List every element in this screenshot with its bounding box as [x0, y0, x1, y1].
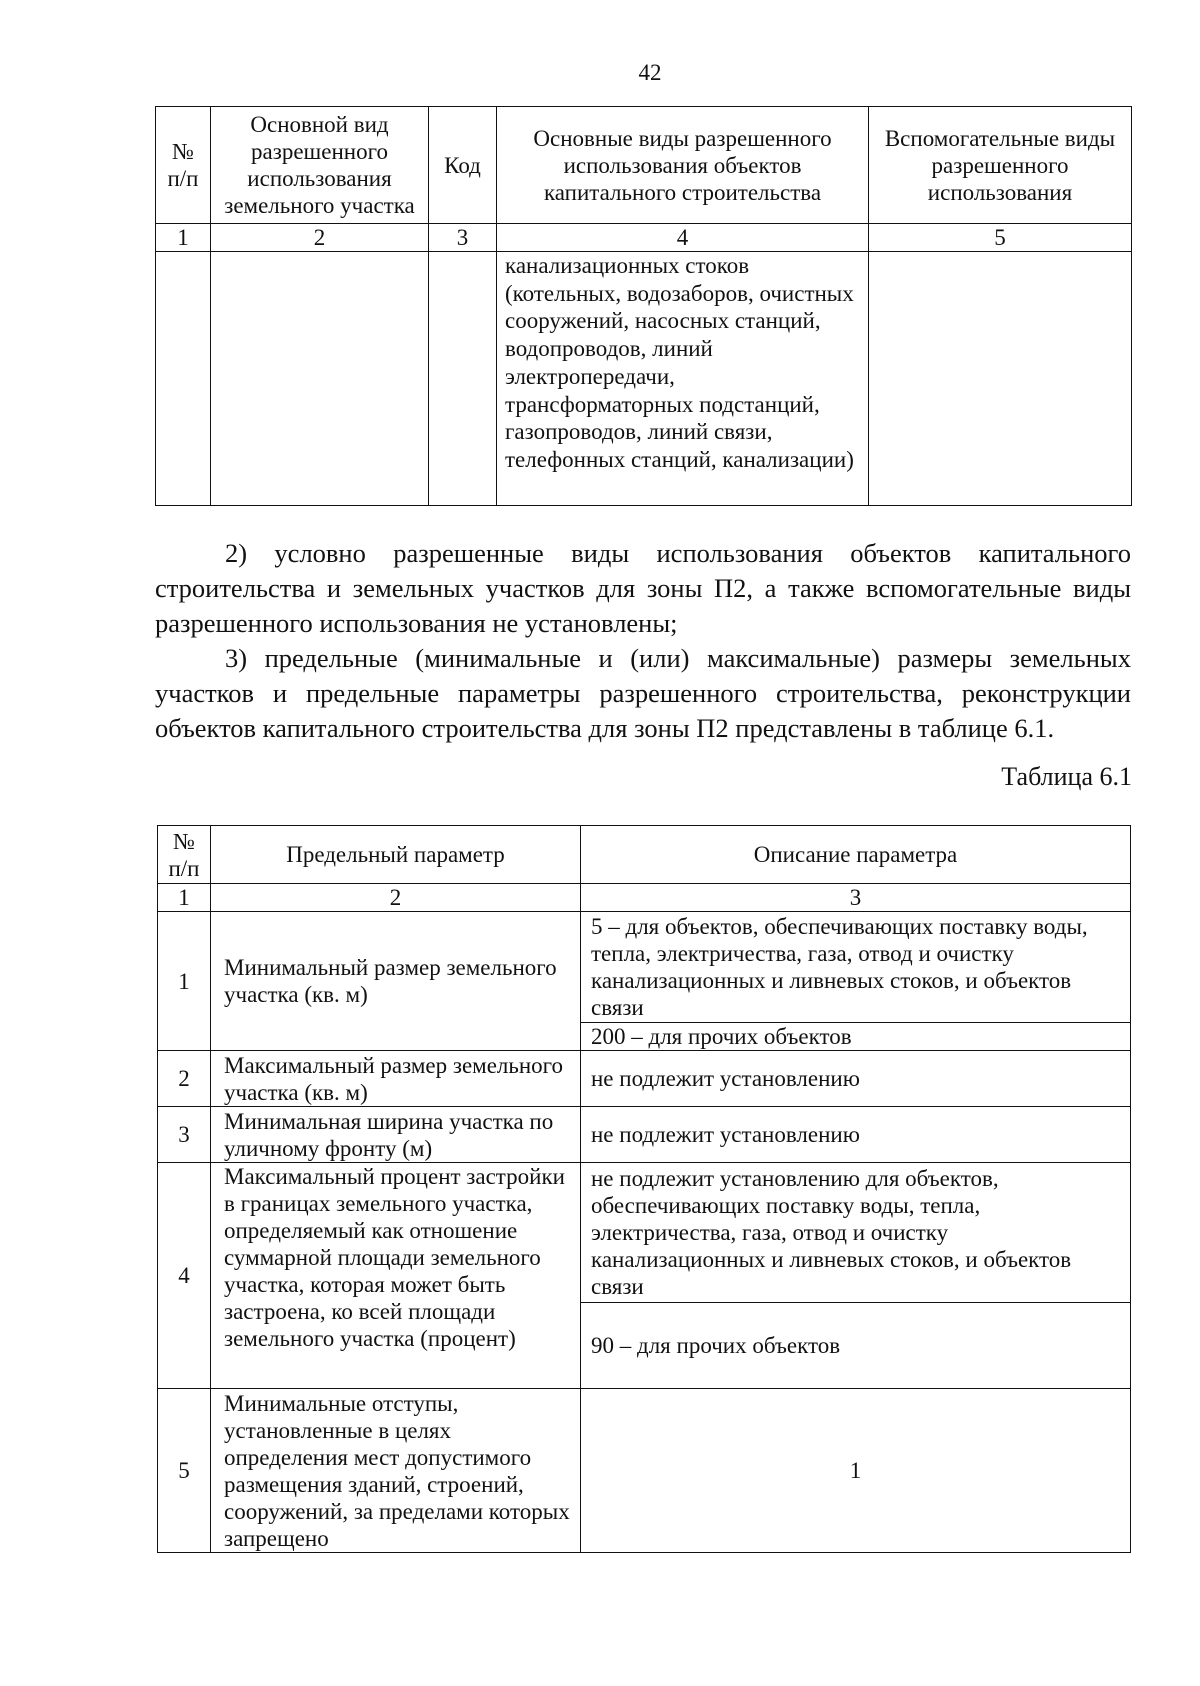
col-number-cell: 2 [211, 224, 429, 252]
table-caption: Таблица 6.1 [1001, 762, 1132, 791]
col-number-cell: 3 [429, 224, 497, 252]
continuation-text-cell: канализационных стоков (котельных, водозаборов, очистных сооружений, насосных станций, водопроводов, линий электропередачи, трансформаторных подстанций, газопроводов, линий связи, телефонных станций, канализации) [497, 252, 869, 506]
table-cell-empty [211, 252, 429, 506]
description-cell: 5 – для объектов, обеспечивающих поставку воды, тепла, электричества, газа, отвод и очистку канализационных и ливневых стоков, и объектов связи [581, 912, 1131, 1023]
header-parameter-description: Описание параметра [581, 826, 1131, 884]
paragraph-2: 2) условно разрешенные виды использования объектов капитального строительства и земельных участков для зоны П2, а также вспомогательные виды разрешенного использования не установлены; [155, 538, 1131, 638]
parameter-cell: Минимальный размер земельного участка (кв. м) [211, 912, 581, 1051]
header-number: № п/п [156, 107, 211, 224]
row-number: 4 [158, 1163, 211, 1389]
col-number-cell: 4 [497, 224, 869, 252]
description-cell: не подлежит установлению для объектов, обеспечивающих поставку воды, тепла, электричества, газа, отвод и очистку канализационных и ливневых стоков, и объектов связи [581, 1163, 1131, 1303]
header-auxiliary-use: Вспомогательные виды разрешенного использования [869, 107, 1132, 224]
row-number: 5 [158, 1389, 211, 1553]
description-cell: 200 – для прочих объектов [581, 1023, 1131, 1051]
description-cell: 1 [581, 1389, 1131, 1553]
row-number: 3 [158, 1107, 211, 1163]
header-number: № п/п [158, 826, 211, 884]
page-number: 42 [638, 60, 662, 85]
header-code: Код [429, 107, 497, 224]
parameter-cell: Минимальные отступы, установленные в целях определения мест допустимого размещения зданий, строений, сооружений, за пределами которых запрещено [211, 1389, 581, 1553]
description-cell: не подлежит установлению [581, 1051, 1131, 1107]
parameter-cell: Максимальный размер земельного участка (кв. м) [211, 1051, 581, 1107]
col-number-cell: 3 [581, 884, 1131, 912]
col-number-cell: 1 [158, 884, 211, 912]
row-number: 1 [158, 912, 211, 1051]
header-main-construction-use: Основные виды разрешенного использования объектов капитального строительства [497, 107, 869, 224]
paragraph-3: 3) предельные (минимальные и (или) максимальные) размеры земельных участков и предельные параметры разрешенного строительства, реконструкции объектов капитального строительства для зоны П2 представлены в таблице 6.1. [155, 643, 1131, 743]
table-cell-empty [429, 252, 497, 506]
limit-parameters-table [157, 825, 1131, 1553]
header-limit-parameter: Предельный параметр [211, 826, 581, 884]
header-main-land-use: Основной вид разрешенного использования земельного участка [211, 107, 429, 224]
parameter-cell: Минимальная ширина участка по уличному фронту (м) [211, 1107, 581, 1163]
land-use-table [155, 106, 1132, 506]
col-number-cell: 1 [156, 224, 211, 252]
table-cell-empty [869, 252, 1132, 506]
col-number-cell: 5 [869, 224, 1132, 252]
description-cell: не подлежит установлению [581, 1107, 1131, 1163]
description-cell: 90 – для прочих объектов [581, 1303, 1131, 1389]
parameter-cell: Максимальный процент застройки в границах земельного участка, определяемый как отношение суммарной площади земельного участка, которая может быть застроена, ко всей площади земельного участка (процент) [211, 1163, 581, 1389]
col-number-cell: 2 [211, 884, 581, 912]
row-number: 2 [158, 1051, 211, 1107]
table-cell-empty [156, 252, 211, 506]
